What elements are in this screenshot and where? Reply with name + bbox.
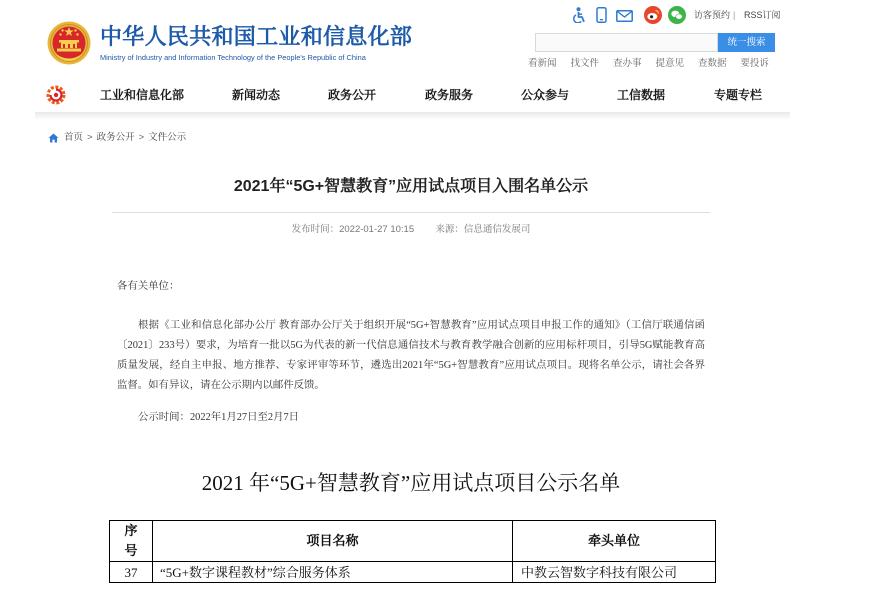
breadcrumb-government-affairs[interactable]: 政务公开 xyxy=(96,132,135,143)
article-title: 2021年“5G+智慧教育”应用试点项目入围名单公示 xyxy=(233,178,589,195)
publish-time: 2022-01-27 10:15 xyxy=(339,224,415,235)
nav-item-ministry[interactable]: 工业和信息化部 xyxy=(100,88,185,102)
quick-link-news[interactable]: 看新闻 xyxy=(528,58,557,69)
table-header-row xyxy=(110,521,716,562)
quick-link-complaints[interactable]: 要投诉 xyxy=(740,58,769,69)
nav-item-news[interactable]: 新闻动态 xyxy=(232,88,281,102)
breadcrumb-home[interactable]: 首页 xyxy=(64,132,84,143)
breadcrumb-file-notices[interactable]: 文件公示 xyxy=(148,132,187,143)
breadcrumb-separator: > xyxy=(87,132,93,143)
list-title: 2021 年“5G+智慧教育”应用试点项目公示名单 xyxy=(201,471,621,495)
quick-link-feedback[interactable]: 提意见 xyxy=(655,58,684,69)
quick-links xyxy=(528,58,769,70)
mail-icon[interactable] xyxy=(616,9,633,21)
mobile-icon[interactable] xyxy=(596,7,607,23)
header-lead-unit: 牵头单位 xyxy=(513,521,716,562)
rss-subscribe-link[interactable]: RSS订阅 xyxy=(744,10,781,20)
site-title[interactable]: 中华人民共和国工业和信息化部 xyxy=(100,24,413,49)
project-table xyxy=(109,520,716,583)
title-divider xyxy=(112,212,710,213)
cell-lead-unit: 中教云智数字科技有限公司 xyxy=(513,562,716,583)
visitor-appointment-link[interactable]: 访客预约 xyxy=(694,10,731,20)
article xyxy=(112,175,710,583)
home-icon[interactable] xyxy=(48,133,59,143)
article-meta xyxy=(112,223,710,237)
header-project-name: 项目名称 xyxy=(153,521,513,562)
top-links-separator: | xyxy=(733,10,736,20)
wechat-icon[interactable] xyxy=(668,6,686,24)
national-emblem-icon[interactable] xyxy=(47,21,91,65)
nav-item-data[interactable]: 工信数据 xyxy=(617,88,666,102)
source-value: 信息通信发展司 xyxy=(463,224,531,235)
breadcrumb xyxy=(48,132,186,144)
notice-period: 公示时间：2022年1月27日至2月7日 xyxy=(138,412,300,423)
site-subtitle: Ministry of Industry and Information Technology of the People's Republic of China xyxy=(100,53,366,62)
miit-logo-icon[interactable] xyxy=(46,85,66,105)
nav-item-special-topics[interactable]: 专题专栏 xyxy=(714,88,763,102)
accessibility-icon[interactable] xyxy=(572,7,586,23)
quick-link-files[interactable]: 找文件 xyxy=(570,58,599,69)
nav-item-public-participation[interactable]: 公众参与 xyxy=(521,88,570,102)
unified-search-button[interactable]: 统一搜索 xyxy=(718,33,775,52)
header-index: 序号 xyxy=(110,521,153,562)
quick-link-data[interactable]: 查数据 xyxy=(697,58,727,69)
cell-project-name: “5G+数字课程教材”综合服务体系 xyxy=(153,562,513,583)
search-input[interactable] xyxy=(535,33,718,52)
nav-item-government-services[interactable]: 政务服务 xyxy=(425,88,474,102)
weibo-icon[interactable] xyxy=(644,6,662,24)
nav-divider xyxy=(35,112,790,120)
table-row xyxy=(110,562,716,583)
body-paragraph: 根据《工业和信息化部办公厅 教育部办公厅关于组织开展“5G+智慧教育”应用试点项目申报工作的通知》（工信厅联通信函〔2021〕233号）要求，为培育一批以5G为代表的新一代信息通信技术与教育教学融合创新的应用标杆项目，引导5G赋能教育高质量发展，经自主申报、地方推荐、专家评审等环节，遴选出2021年“5G+智慧教育”应用试点项目。现将名单公示，请社会各界监督。如有异议，请在公示期内以邮件反馈。 xyxy=(117,320,705,391)
publish-label: 发布时间： xyxy=(291,224,340,235)
source-label: 来源： xyxy=(435,224,464,235)
salutation: 各有关单位： xyxy=(117,281,180,292)
cell-index: 37 xyxy=(110,562,153,583)
nav-item-government-affairs[interactable]: 政务公开 xyxy=(328,88,377,102)
breadcrumb-separator: > xyxy=(138,132,145,143)
quick-link-services[interactable]: 查办事 xyxy=(612,58,642,69)
